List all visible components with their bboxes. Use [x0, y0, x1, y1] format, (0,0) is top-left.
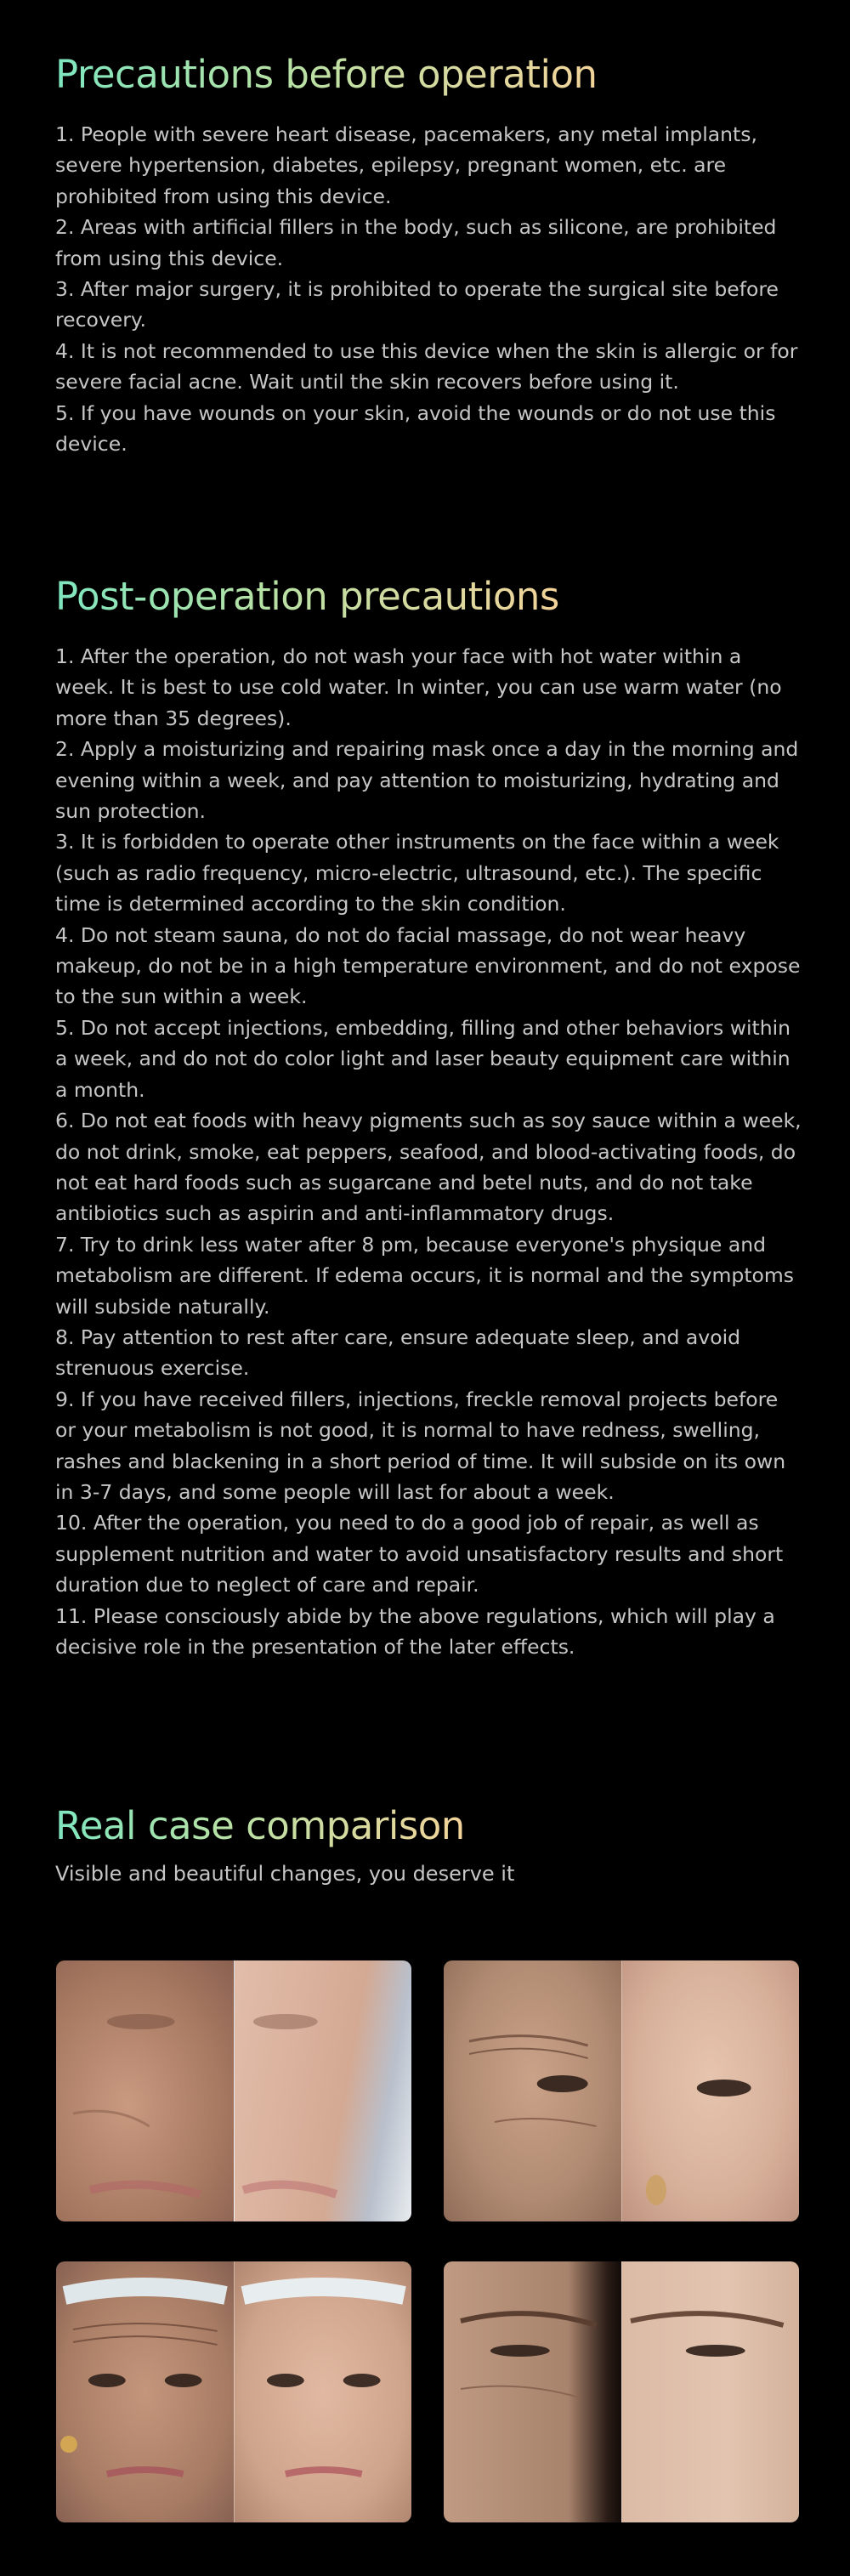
post-item-2: 2. Apply a moisturizing and repairing mask once a day in the morning and evening within a week, and pay attention to moisturizing, hydrating and sun protection. — [55, 737, 799, 824]
case-photo-eye-profile — [444, 2261, 799, 2522]
after-image — [621, 1960, 800, 2221]
pre-operation-title: Precautions before operation — [55, 49, 598, 100]
post-operation-list — [55, 641, 803, 1662]
post-operation-section — [55, 571, 803, 1662]
post-item-9: 9. If you have received fillers, injections, freckle removal projects before or your metabolism is not good, it is normal to have redness, swelling, rashes and blackening in a short period of time. It will subside on its own in 3-7 days, and some people will last for about a week. — [55, 1387, 786, 1504]
post-operation-title: Post-operation precautions — [55, 571, 559, 622]
post-item-4: 4. Do not steam sauna, do not do facial massage, do not wear heavy makeup, do not be in a high temperature environment, and do not expose to the sun within a week. — [55, 922, 801, 1009]
before-image — [56, 2261, 234, 2522]
post-item-8: 8. Pay attention to rest after care, ensure adequate sleep, and avoid strenuous exercise. — [55, 1325, 741, 1381]
case-comparison-title: Real case comparison — [55, 1801, 465, 1852]
after-image — [234, 2261, 412, 2522]
post-item-5: 5. Do not accept injections, embedding, filling and other behaviors within a week, and do not do color light and laser beauty equipment care within a month. — [55, 1015, 791, 1102]
before-image — [444, 2261, 621, 2522]
post-item-6: 6. Do not eat foods with heavy pigments such as soy sauce within a week, do not drink, smoke, eat peppers, seafood, and blood-activating foods, do not eat hard foods such as sugarcane and betel nuts, and do not take antibiotics such as aspirin and anti-inflammatory drugs. — [55, 1109, 802, 1226]
pre-item-1: 1. People with severe heart disease, pacemakers, any metal implants, severe hypertension, diabetes, epilepsy, pregnant women, etc. are prohibited from using this device. — [55, 122, 757, 208]
after-image — [234, 1960, 412, 2221]
pre-item-2: 2. Areas with artificial fillers in the body, such as silicone, are prohibited from using this device. — [55, 215, 777, 270]
before-image — [444, 1960, 621, 2221]
case-photo-cheek — [56, 1960, 411, 2221]
pre-operation-section — [55, 49, 803, 459]
post-item-1: 1. After the operation, do not wash your face with hot water within a week. It is best to use cold water. In winter, you can use warm water (no more than 35 degrees). — [55, 644, 782, 730]
post-item-10: 10. After the operation, you need to do a good job of repair, as well as supplement nutrition and water to avoid unsatisfactory results and short duration due to neglect of care and repair. — [55, 1511, 784, 1597]
case-comparison-subtitle: Visible and beautiful changes, you deserve it — [55, 1862, 515, 1886]
before-image — [56, 1960, 234, 2221]
pre-item-3: 3. After major surgery, it is prohibited to operate the surgical site before recovery. — [55, 277, 779, 332]
post-item-7: 7. Try to drink less water after 8 pm, because everyone's physique and metabolism are different. If edema occurs, it is normal and the symptoms will subside naturally. — [55, 1232, 795, 1319]
pre-item-5: 5. If you have wounds on your skin, avoid the wounds or do not use this device. — [55, 400, 776, 457]
after-image — [621, 2261, 800, 2522]
pre-item-4: 4. It is not recommended to use this device when the skin is allergic or for severe facial acne. Wait until the skin recovers before using it. — [55, 338, 798, 394]
case-photo-eye-wrinkles — [444, 1960, 799, 2221]
case-photo-forehead — [56, 2261, 411, 2522]
post-item-3: 3. It is forbidden to operate other instruments on the face within a week (such as radio frequency, micro-electric, ultrasound, etc.). The specific time is determined according to the skin condition. — [55, 830, 779, 916]
post-item-11: 11. Please consciously abide by the above regulations, which will play a decisive role in the presentation of the later effects. — [55, 1603, 775, 1659]
pre-operation-list — [55, 119, 803, 459]
case-comparison-section — [55, 1801, 803, 1889]
